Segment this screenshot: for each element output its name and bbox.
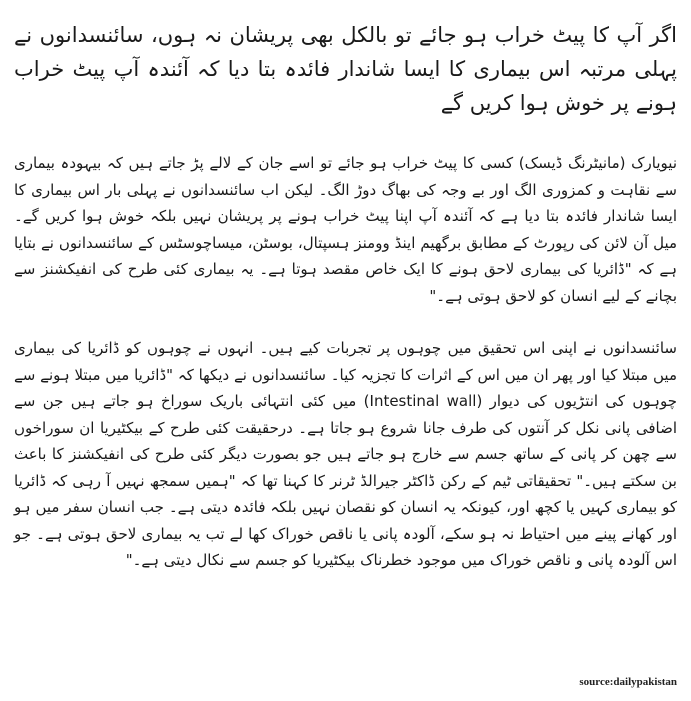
source-credit: source:dailypakistan bbox=[579, 676, 677, 688]
article-paragraph-2: سائنسدانوں نے اپنی اس تحقیق میں چوہوں پر تجربات کیے ہیں۔ انہوں نے چوہوں کو ڈائریا کی بیماری میں مبتلا کیا اور پھر ان میں اس کے اثرات کا تجزیہ کیا۔ سائنسدانوں نے دیکھا کہ "ڈائریا میں مبتلا ہونے سے چوہوں کی انتڑیوں کی دیوار (Intestinal wall) میں کئی انتہائی باریک سوراخ ہو جاتے ہیں جن سے اضافی پانی نکل کر آنتوں کی طرف جانا شروع ہو جاتا ہے۔ درحقیقت کئی طرح کے بیکٹیریا ان سوراخوں سے چھن کر پانی کے ساتھ جسم سے خارج ہو جاتے ہیں جو بصورت دیگر کئی طرح کی انفیکشنز کا باعث بن سکتے ہیں۔" تحقیقاتی ٹیم کے رکن ڈاکٹر جیرالڈ ٹرنر کا کہنا تھا کہ "ہمیں سمجھ نہیں آ رہی کہ ڈائریا کو بیماری کہیں یا کچھ اور، کیونکہ یہ انسان کو نقصان نہیں بلکہ فائدہ دیتی ہے۔ جب انسان سفر میں ہو اور کھانے پینے میں احتیاط نہ ہو سکے، آلودہ پانی یا ناقص خوراک کھا لے تب یہ بیماری لاحق ہوتی ہے۔ جو اس آلودہ پانی و ناقص خوراک میں موجود خطرناک بیکٹیریا کو جسم سے نکال دیتی ہے۔" bbox=[14, 339, 677, 569]
article-paragraph-1: نیویارک (مانیٹرنگ ڈیسک) کسی کا پیٹ خراب ہو جائے تو اسے جان کے لالے پڑ جاتے ہیں کہ بیہودہ بیماری سے نقاہت و کمزوری الگ اور بے وجہ کی بھاگ دوڑ الگ۔ لیکن اب سائنسدانوں نے پہلی بار اس بیماری کا ایسا شاندار فائدہ بتا دیا ہے کہ آئندہ آپ اپنا پیٹ خراب ہونے پر پریشان نہیں بلکہ خوش ہوا کریں گے۔ میل آن لائن کی رپورٹ کے مطابق برگھیم اینڈ وومنز ہسپتال، بوسٹن، میساچوسٹس کے سائنسدانوں نے بتایا ہے کہ "ڈائریا کی بیماری لاحق ہونے کا ایک خاص مقصد ہوتا ہے۔ یہ بیماری کئی طرح کی انفیکشنز سے بچانے کے لیے انسان کو لاحق ہوتی ہے۔" bbox=[14, 154, 677, 305]
article-headline: اگر آپ کا پیٹ خراب ہو جائے تو بالکل بھی پریشان نہ ہوں، سائنسدانوں نے پہلی مرتبہ اس بیماری کا ایسا شاندار فائدہ بتا دیا کہ آئندہ آپ پیٹ خراب ہونے پر خوش ہوا کریں گے bbox=[14, 23, 677, 115]
